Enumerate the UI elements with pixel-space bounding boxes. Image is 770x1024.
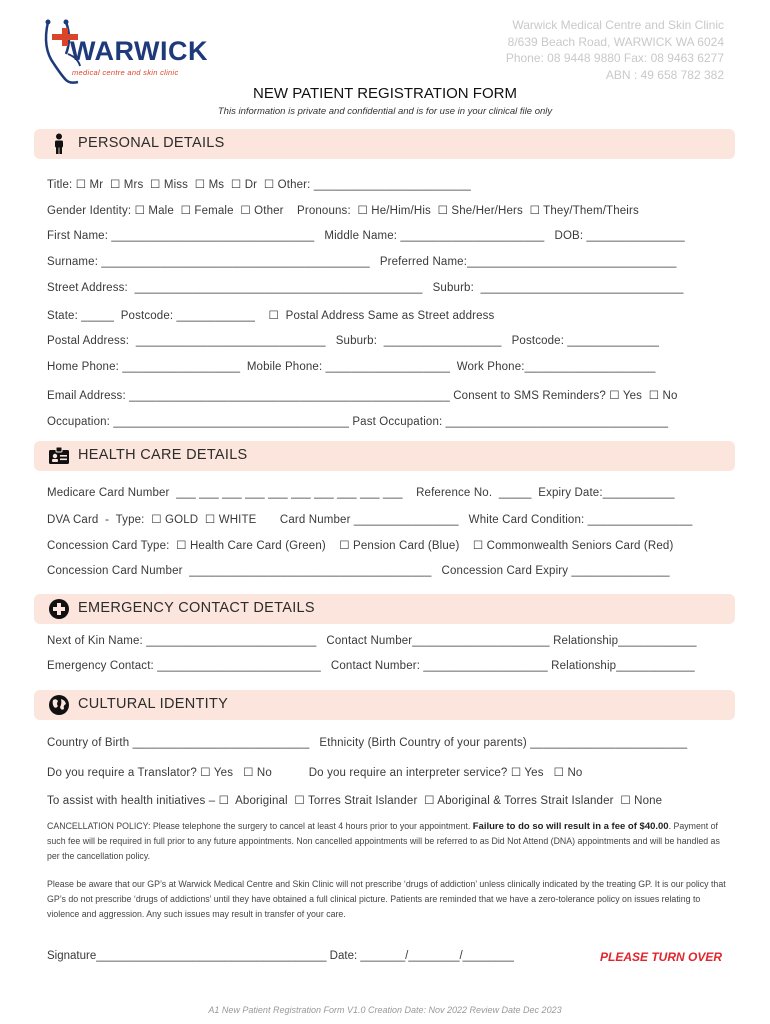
section-header-personal — [34, 129, 735, 159]
form-footer: A1 New Patient Registration Form V1.0 Creation Date: Nov 2022 Review Date Dec 2023 — [208, 1005, 562, 1015]
section-header-cultural — [34, 690, 735, 720]
email-sms-row[interactable]: Email Address: _________________________________________________ Consent to SMS Reminders? ☐ Yes ☐ No — [47, 390, 678, 402]
clinic-phone-fax: Phone: 08 9448 9880 Fax: 08 9463 6277 — [505, 51, 724, 65]
gender-pronouns-row[interactable]: Gender Identity: ☐ Male ☐ Female ☐ Other Pronouns: ☐ He/Him/His ☐ She/Her/Hers ☐ They/Them/Theirs — [47, 205, 639, 217]
next-of-kin-row[interactable]: Next of Kin Name: __________________________ Contact Number_____________________ Relationship____________ — [47, 635, 697, 647]
section-title-personal: PERSONAL DETAILS — [78, 135, 225, 151]
postal-address-row[interactable]: Postal Address: _____________________________ Suburb: __________________ Postcode: ______________ — [47, 335, 660, 347]
cancellation-fee-notice: Failure to do so will result in a fee of $40.00 — [472, 821, 669, 832]
concession-number-row[interactable]: Concession Card Number _____________________________________ Concession Card Expiry _______________ — [47, 565, 670, 577]
section-header-health — [34, 441, 735, 471]
phone-row[interactable]: Home Phone: __________________ Mobile Phone: ___________________ Work Phone:____________________ — [47, 361, 656, 373]
section-title-health: HEALTH CARE DETAILS — [78, 447, 248, 463]
clinic-contact-block — [506, 17, 724, 83]
clinic-name: Warwick Medical Centre and Skin Clinic — [512, 18, 724, 32]
globe-icon — [48, 694, 70, 716]
street-address-row[interactable]: Street Address: ____________________________________________ Suburb: _______________________________ — [47, 282, 684, 294]
dva-card-row[interactable]: DVA Card - Type: ☐ GOLD ☐ WHITE Card Number ________________ White Card Condition: ________________ — [47, 514, 693, 526]
title-field-row[interactable]: Title: ☐ Mr ☐ Mrs ☐ Miss ☐ Ms ☐ Dr ☐ Other: ________________________ — [47, 179, 471, 191]
id-card-icon — [48, 445, 70, 467]
please-turn-over: PLEASE TURN OVER — [599, 950, 722, 964]
form-subtitle: This information is private and confidential and is for use in your clinical file only — [217, 106, 553, 117]
surname-row[interactable]: Surname: _________________________________________ Preferred Name:________________________________ — [47, 256, 677, 268]
logo-wordmark: WARWICK — [70, 36, 208, 66]
cancellation-policy-rest: . Payment of such fee will be required in full prior to any future appointments. Non cancelled appointments will be referred to as Did Not Attend (DNA) appointments and will be handled as per the cancellation policy. — [47, 821, 720, 861]
drugs-policy: Please be aware that our GP’s at Warwick Medical Centre and Skin Clinic will not prescribe ‘drugs of addiction’ unless clinically indicated by the treating GP. It is our policy that GP’s do not prescribe ‘drugs of addictions’ until they have obtained a full clinical picture. Patients are reminded that we have a zero-tolerance policy on issues relating to violence and aggression. Any such issues may result in transfer of your care. — [47, 879, 726, 919]
section-header-emergency — [34, 594, 735, 624]
occupation-row[interactable]: Occupation: ____________________________________ Past Occupation: __________________________________ — [47, 416, 669, 428]
medicare-row[interactable]: Medicare Card Number ___ ___ ___ ___ ___ ___ ___ ___ ___ ___ Reference No. _____ Expiry Date:___________ — [47, 487, 675, 499]
clinic-abn: ABN : 49 658 782 382 — [605, 67, 724, 82]
state-postcode-row[interactable]: State: _____ Postcode: ____________ ☐ Postal Address Same as Street address — [47, 310, 495, 322]
form-title: NEW PATIENT REGISTRATION FORM — [253, 85, 517, 102]
cancellation-policy-intro: CANCELLATION POLICY: Please telephone the surgery to cancel at least 4 hours prior to your appointment. — [47, 821, 473, 831]
emergency-contact-row[interactable]: Emergency Contact: _________________________ Contact Number: ___________________ Relationship____________ — [47, 660, 695, 672]
section-title-emergency: EMERGENCY CONTACT DETAILS — [78, 600, 315, 616]
country-ethnicity-row[interactable]: Country of Birth ___________________________ Ethnicity (Birth Country of your parents) ________________________ — [47, 737, 688, 749]
logo-tagline: medical centre and skin clinic — [72, 68, 179, 77]
person-icon — [48, 133, 70, 155]
name-dob-row[interactable]: First Name: _______________________________ Middle Name: ______________________ DOB: _______________ — [47, 230, 685, 242]
concession-type-row[interactable]: Concession Card Type: ☐ Health Care Card (Green) ☐ Pension Card (Blue) ☐ Commonwealth Seniors Card (Red) — [47, 540, 674, 552]
clinic-address: 8/639 Beach Road, WARWICK WA 6024 — [507, 34, 724, 49]
signature-date-row[interactable]: Signature____________________________________ Date: _______/________/________ — [47, 950, 514, 962]
plus-circle-icon — [48, 598, 70, 620]
translator-interpreter-row[interactable]: Do you require a Translator? ☐ Yes ☐ No Do you require an interpreter service? ☐ Yes ☐ No — [47, 767, 583, 779]
health-initiatives-row[interactable]: To assist with health initiatives – ☐ Aboriginal ☐ Torres Strait Islander ☐ Aboriginal & Torres Strait Islander ☐ None — [47, 795, 663, 807]
cancellation-policy — [47, 819, 727, 864]
section-title-cultural: CULTURAL IDENTITY — [78, 696, 229, 712]
